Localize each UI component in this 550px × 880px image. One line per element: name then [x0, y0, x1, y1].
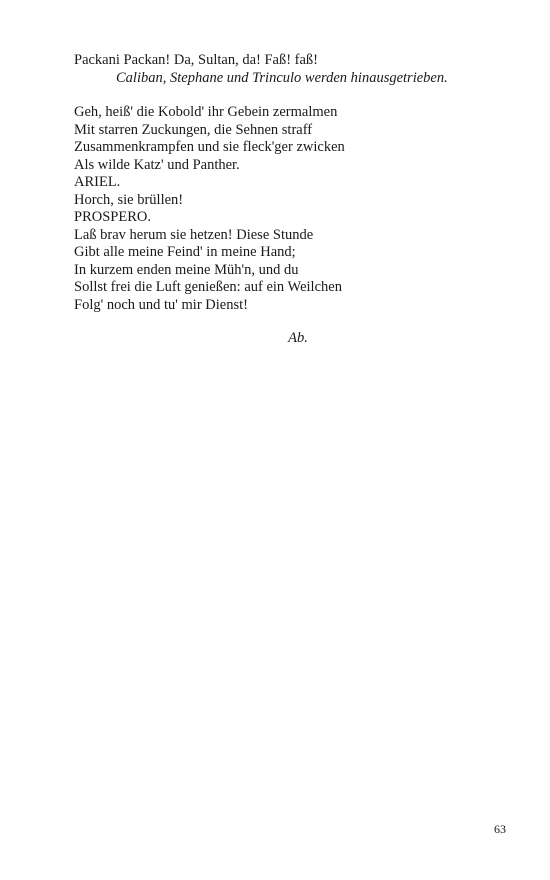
stanza-gap	[74, 87, 494, 104]
exit-direction: Ab.	[288, 330, 308, 346]
speaker-name-prospero: PROSPERO.	[74, 209, 151, 225]
verse-line: Folg' noch und tu' mir Dienst!	[74, 296, 248, 313]
verse-line: Zusammenkrampfen und sie fleck'ger zwicken	[74, 139, 345, 155]
play-text	[74, 52, 494, 348]
verse-line: Horch, sie brüllen!	[74, 191, 184, 208]
verse-line: Sollst frei die Luft genießen: auf ein Weilchen	[74, 279, 342, 295]
page-number: 63	[494, 822, 506, 836]
stage-direction: Caliban, Stephane und Trinculo werden hinausgetrieben.	[116, 69, 448, 86]
verse-line: Laß brav herum sie hetzen! Diese Stunde	[74, 226, 314, 243]
verse-line: Geh, heiß' die Kobold' ihr Gebein zermalmen	[74, 104, 338, 120]
verse-line: Packani Packan! Da, Sultan, da! Faß! faß!	[74, 52, 319, 68]
verse-line: In kurzem enden meine Müh'n, und du	[74, 261, 299, 278]
verse-line: Als wilde Katz' und Panther.	[74, 156, 240, 173]
verse-line: Gibt alle meine Feind' in meine Hand;	[74, 244, 296, 260]
verse-line: Mit starren Zuckungen, die Sehnen straff	[74, 121, 313, 138]
speaker-name-ariel: ARIEL.	[74, 174, 121, 190]
